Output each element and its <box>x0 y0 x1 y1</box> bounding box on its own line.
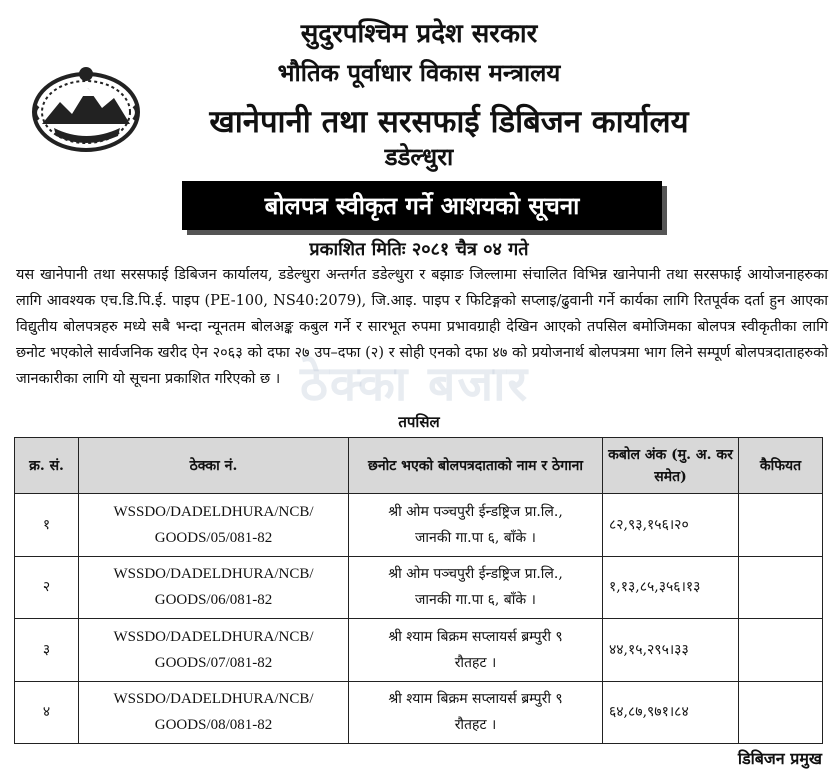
cell-remarks <box>739 681 823 744</box>
table-row <box>15 556 823 619</box>
header-remarks: कैफियत <box>739 438 823 494</box>
header-contract: ठेक्का नं. <box>79 438 349 494</box>
cell-sn: ३ <box>15 619 79 682</box>
table-row <box>15 619 823 682</box>
table-row <box>15 681 823 744</box>
table-header-row <box>15 438 823 494</box>
cell-bidder: श्री ओम पञ्चपुरी ईन्डष्ट्रिज प्रा.लि., जानकी गा.पा ६, बाँके । <box>349 556 603 619</box>
cell-remarks <box>739 619 823 682</box>
cell-amount: ४४,१५,२९५।३३ <box>603 619 739 682</box>
header-amount: कबोल अंक (मु. अ. कर समेत) <box>603 438 739 494</box>
cell-sn: २ <box>15 556 79 619</box>
header-sn: क्र. सं. <box>15 438 79 494</box>
watermark: ठेक्का बजार <box>300 356 530 412</box>
header-bidder: छनोट भएको बोलपत्रदाताको नाम र ठेगाना <box>349 438 603 494</box>
cell-sn: ४ <box>15 681 79 744</box>
cell-contract: WSSDO/DADELDHURA/NCB/ GOODS/05/081-82 <box>79 494 349 557</box>
cell-amount: १,१३,८५,३५६।१३ <box>603 556 739 619</box>
notice-title-banner <box>182 181 662 230</box>
table-row <box>15 494 823 557</box>
notice-title: बोलपत्र स्वीकृत गर्ने आशयको सूचना <box>264 191 580 220</box>
cell-remarks <box>739 556 823 619</box>
notice-body: यस खानेपानी तथा सरसफाई डिबिजन कार्यालय, डडेल्धुरा अन्तर्गत डडेल्धुरा र बझाङ जिल्लामा संचालित विभिन्न खानेपानी तथा सरसफाई आयोजनाहरुका लागि आवश्यक एच.डि.पि.ई. पाइप (PE-100, NS40:2079), जि.आइ. पाइप र फिटिङ्गको सप्लाइ/ढुवानी गर्ने कार्यका लागि रितपूर्वक दर्ता हुन आएका विद्युतीय बोलपत्रहरु मध्ये सबै भन्दा न्यूनतम बोलअङ्क कबुल गर्ने र सारभूत रुपमा प्रभावग्राही देखिन आएको तपसिल बमोजिमका बोलपत्र स्वीकृतीका लागि छनोट भएकोले सार्वजनिक खरीद ऐन २०६३ को दफा २७ उप–दफा (२) र सोही एनको दफा ४७ को प्रयोजनार्थ बोलपत्रमा भाग लिने सम्पूर्ण बोलपत्रदाताहरुको जानकारीका लागि यो सूचना प्रकाशित गरिएको छ । <box>16 267 828 387</box>
signatory-title: डिबिजन प्रमुख <box>737 749 822 768</box>
government-name: सुदुरपश्चिम प्रदेश सरकार <box>300 19 538 49</box>
cell-bidder: श्री ओम पञ्चपुरी ईन्डष्ट्रिज प्रा.लि., जानकी गा.पा ६, बाँके । <box>349 494 603 557</box>
cell-amount: ८२,९३,१५६।२० <box>603 494 739 557</box>
notice-header <box>0 0 838 175</box>
cell-bidder: श्री श्याम बिक्रम सप्लायर्स ब्रम्पुरी ९ रौतहट । <box>349 619 603 682</box>
schedule-title: तपसिल <box>398 413 440 431</box>
award-table <box>14 437 823 744</box>
cell-sn: १ <box>15 494 79 557</box>
cell-bidder: श्री श्याम बिक्रम सप्लायर्स ब्रम्पुरी ९ रौतहट । <box>349 681 603 744</box>
office-name: खानेपानी तथा सरसफाई डिबिजन कार्यालय <box>209 104 689 140</box>
cell-remarks <box>739 494 823 557</box>
office-location: डडेल्धुरा <box>384 142 454 171</box>
cell-amount: ६४,८७,९७१।८४ <box>603 681 739 744</box>
cell-contract: WSSDO/DADELDHURA/NCB/ GOODS/08/081-82 <box>79 681 349 744</box>
publication-date: प्रकाशित मितिः २०८१ चैत्र ०४ गते <box>309 239 529 260</box>
cell-contract: WSSDO/DADELDHURA/NCB/ GOODS/06/081-82 <box>79 556 349 619</box>
cell-contract: WSSDO/DADELDHURA/NCB/ GOODS/07/081-82 <box>79 619 349 682</box>
ministry-name: भौतिक पूर्वाधार विकास मन्त्रालय <box>277 58 561 87</box>
